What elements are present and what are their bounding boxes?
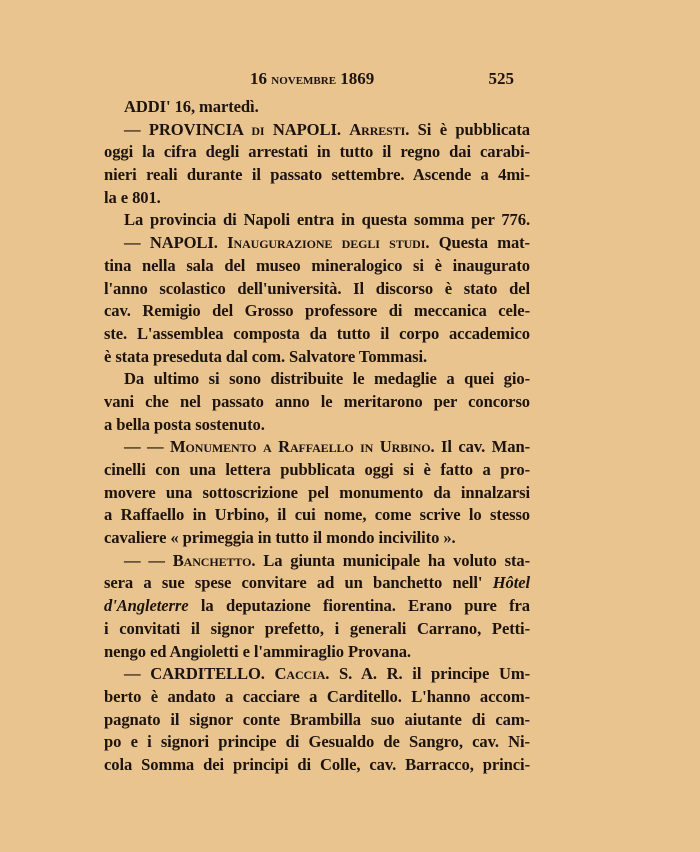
text-segment: l'anno scolastico dell'università. Il discorso è stato del	[104, 278, 530, 298]
section-heading: Arresti.	[349, 119, 410, 139]
text-line	[104, 232, 530, 255]
text-line	[104, 141, 530, 164]
text-line	[104, 278, 530, 301]
text-segment: La giunta municipale ha voluto sta-	[255, 550, 531, 570]
text-segment: nengo ed Angioletti e l'ammiraglio Provana.	[104, 641, 411, 661]
text-line	[104, 618, 530, 641]
text-segment: movere una sottoscrizione pel monumento da innalzarsi	[104, 482, 530, 502]
text-segment: cavaliere « primeggia in tutto il mondo incivilito ».	[104, 528, 456, 548]
text-segment: NAPOLI.	[264, 119, 350, 139]
text-segment: — PROVINCIA	[124, 119, 252, 139]
text-line	[104, 300, 530, 323]
text-line	[104, 482, 530, 505]
text-line	[104, 187, 530, 210]
text-segment: tina nella sala del museo mineralogico si è inaugurato	[104, 255, 530, 275]
text-segment: i convitati il signor prefetto, i generali Carrano, Petti-	[104, 618, 530, 638]
text-line	[104, 709, 530, 732]
text-line	[104, 119, 530, 142]
text-line	[104, 323, 530, 346]
text-line	[104, 504, 530, 527]
page-number: 525	[488, 69, 514, 88]
text-line	[104, 414, 530, 437]
header-day: 16	[250, 69, 267, 88]
text-segment: cinelli con una lettera pubblicata oggi si è fatto a pro-	[104, 460, 530, 479]
text-segment: berto è andato a cacciare a Carditello. L'hanno accom-	[104, 686, 530, 706]
section-heading: Banchetto.	[172, 550, 256, 570]
header-date	[250, 69, 374, 89]
section-heading: Inaugurazione degli studi.	[227, 233, 430, 253]
text-segment: la deputazione fiorentina. Erano pure fra	[188, 596, 530, 616]
page-body-text	[104, 96, 530, 777]
text-segment: cav. Remigio del Grosso professore di meccanica cele-	[104, 301, 530, 321]
text-line	[104, 663, 530, 686]
section-heading: Caccia.	[274, 664, 330, 684]
text-segment: Si è pubblicata	[409, 119, 530, 139]
text-segment: po e i signori principe di Gesualdo de Sangro, cav. Ni-	[104, 732, 530, 752]
text-line	[104, 436, 530, 459]
text-segment: vani che nel passato anno le meritarono per concorso	[104, 391, 530, 411]
text-line	[104, 527, 530, 550]
text-segment: sera a sue spese convitare ad un banchetto nell'	[104, 573, 493, 593]
header-year: 1869	[340, 69, 375, 88]
text-segment: a bella posta sostenuto.	[104, 414, 265, 434]
text-line	[104, 368, 530, 391]
running-header	[104, 69, 514, 91]
section-heading: Monumento a Raffaello in Urbino.	[169, 437, 435, 457]
text-line	[104, 572, 530, 595]
text-line	[104, 96, 530, 119]
header-month: novembre	[271, 72, 337, 88]
text-line	[104, 686, 530, 709]
italic-text: d'Angleterre	[104, 596, 189, 616]
text-segment: S. A. R. il principe Um-	[329, 664, 530, 684]
text-segment: ADDI' 16, martedì.	[124, 97, 259, 116]
text-line	[104, 595, 530, 618]
text-segment: a Raffaello in Urbino, il cui nome, come scrive lo stesso	[104, 505, 530, 525]
text-line	[104, 346, 530, 369]
text-segment: Questa mat-	[429, 233, 530, 253]
text-line	[104, 209, 530, 232]
text-segment: La provincia di Napoli entra in questa somma per 776.	[124, 210, 530, 230]
text-segment: — —	[124, 550, 173, 570]
text-line	[104, 754, 530, 777]
text-segment: — —	[124, 437, 170, 457]
text-segment: — NAPOLI.	[124, 233, 228, 253]
section-heading: di	[251, 119, 265, 139]
text-segment: Il cav. Man-	[434, 437, 530, 457]
text-segment: nieri reali durante il passato settembre. Ascende a 4mi-	[104, 165, 530, 185]
text-segment: è stata preseduta dal com. Salvatore Tommasi.	[104, 346, 428, 366]
text-segment: — CARDITELLO.	[124, 664, 275, 684]
text-segment: la e 801.	[104, 187, 161, 207]
text-segment: oggi la cifra degli arrestati in tutto il regno dai carabi-	[104, 142, 530, 162]
text-segment: cola Somma dei principi di Colle, cav. Barracco, princi-	[104, 754, 530, 774]
text-line	[104, 641, 530, 664]
text-segment: pagnato il signor conte Brambilla suo aiutante di cam-	[104, 709, 530, 729]
text-segment: ste. L'assemblea composta da tutto il corpo accademico	[104, 323, 530, 343]
text-line	[104, 255, 530, 278]
italic-text: Hôtel	[492, 573, 530, 593]
text-line	[104, 459, 530, 482]
text-line	[104, 164, 530, 187]
text-line	[104, 550, 530, 573]
text-segment: Da ultimo si sono distribuite le medaglie a quei gio-	[124, 369, 530, 389]
text-line	[104, 731, 530, 754]
text-line	[104, 391, 530, 414]
